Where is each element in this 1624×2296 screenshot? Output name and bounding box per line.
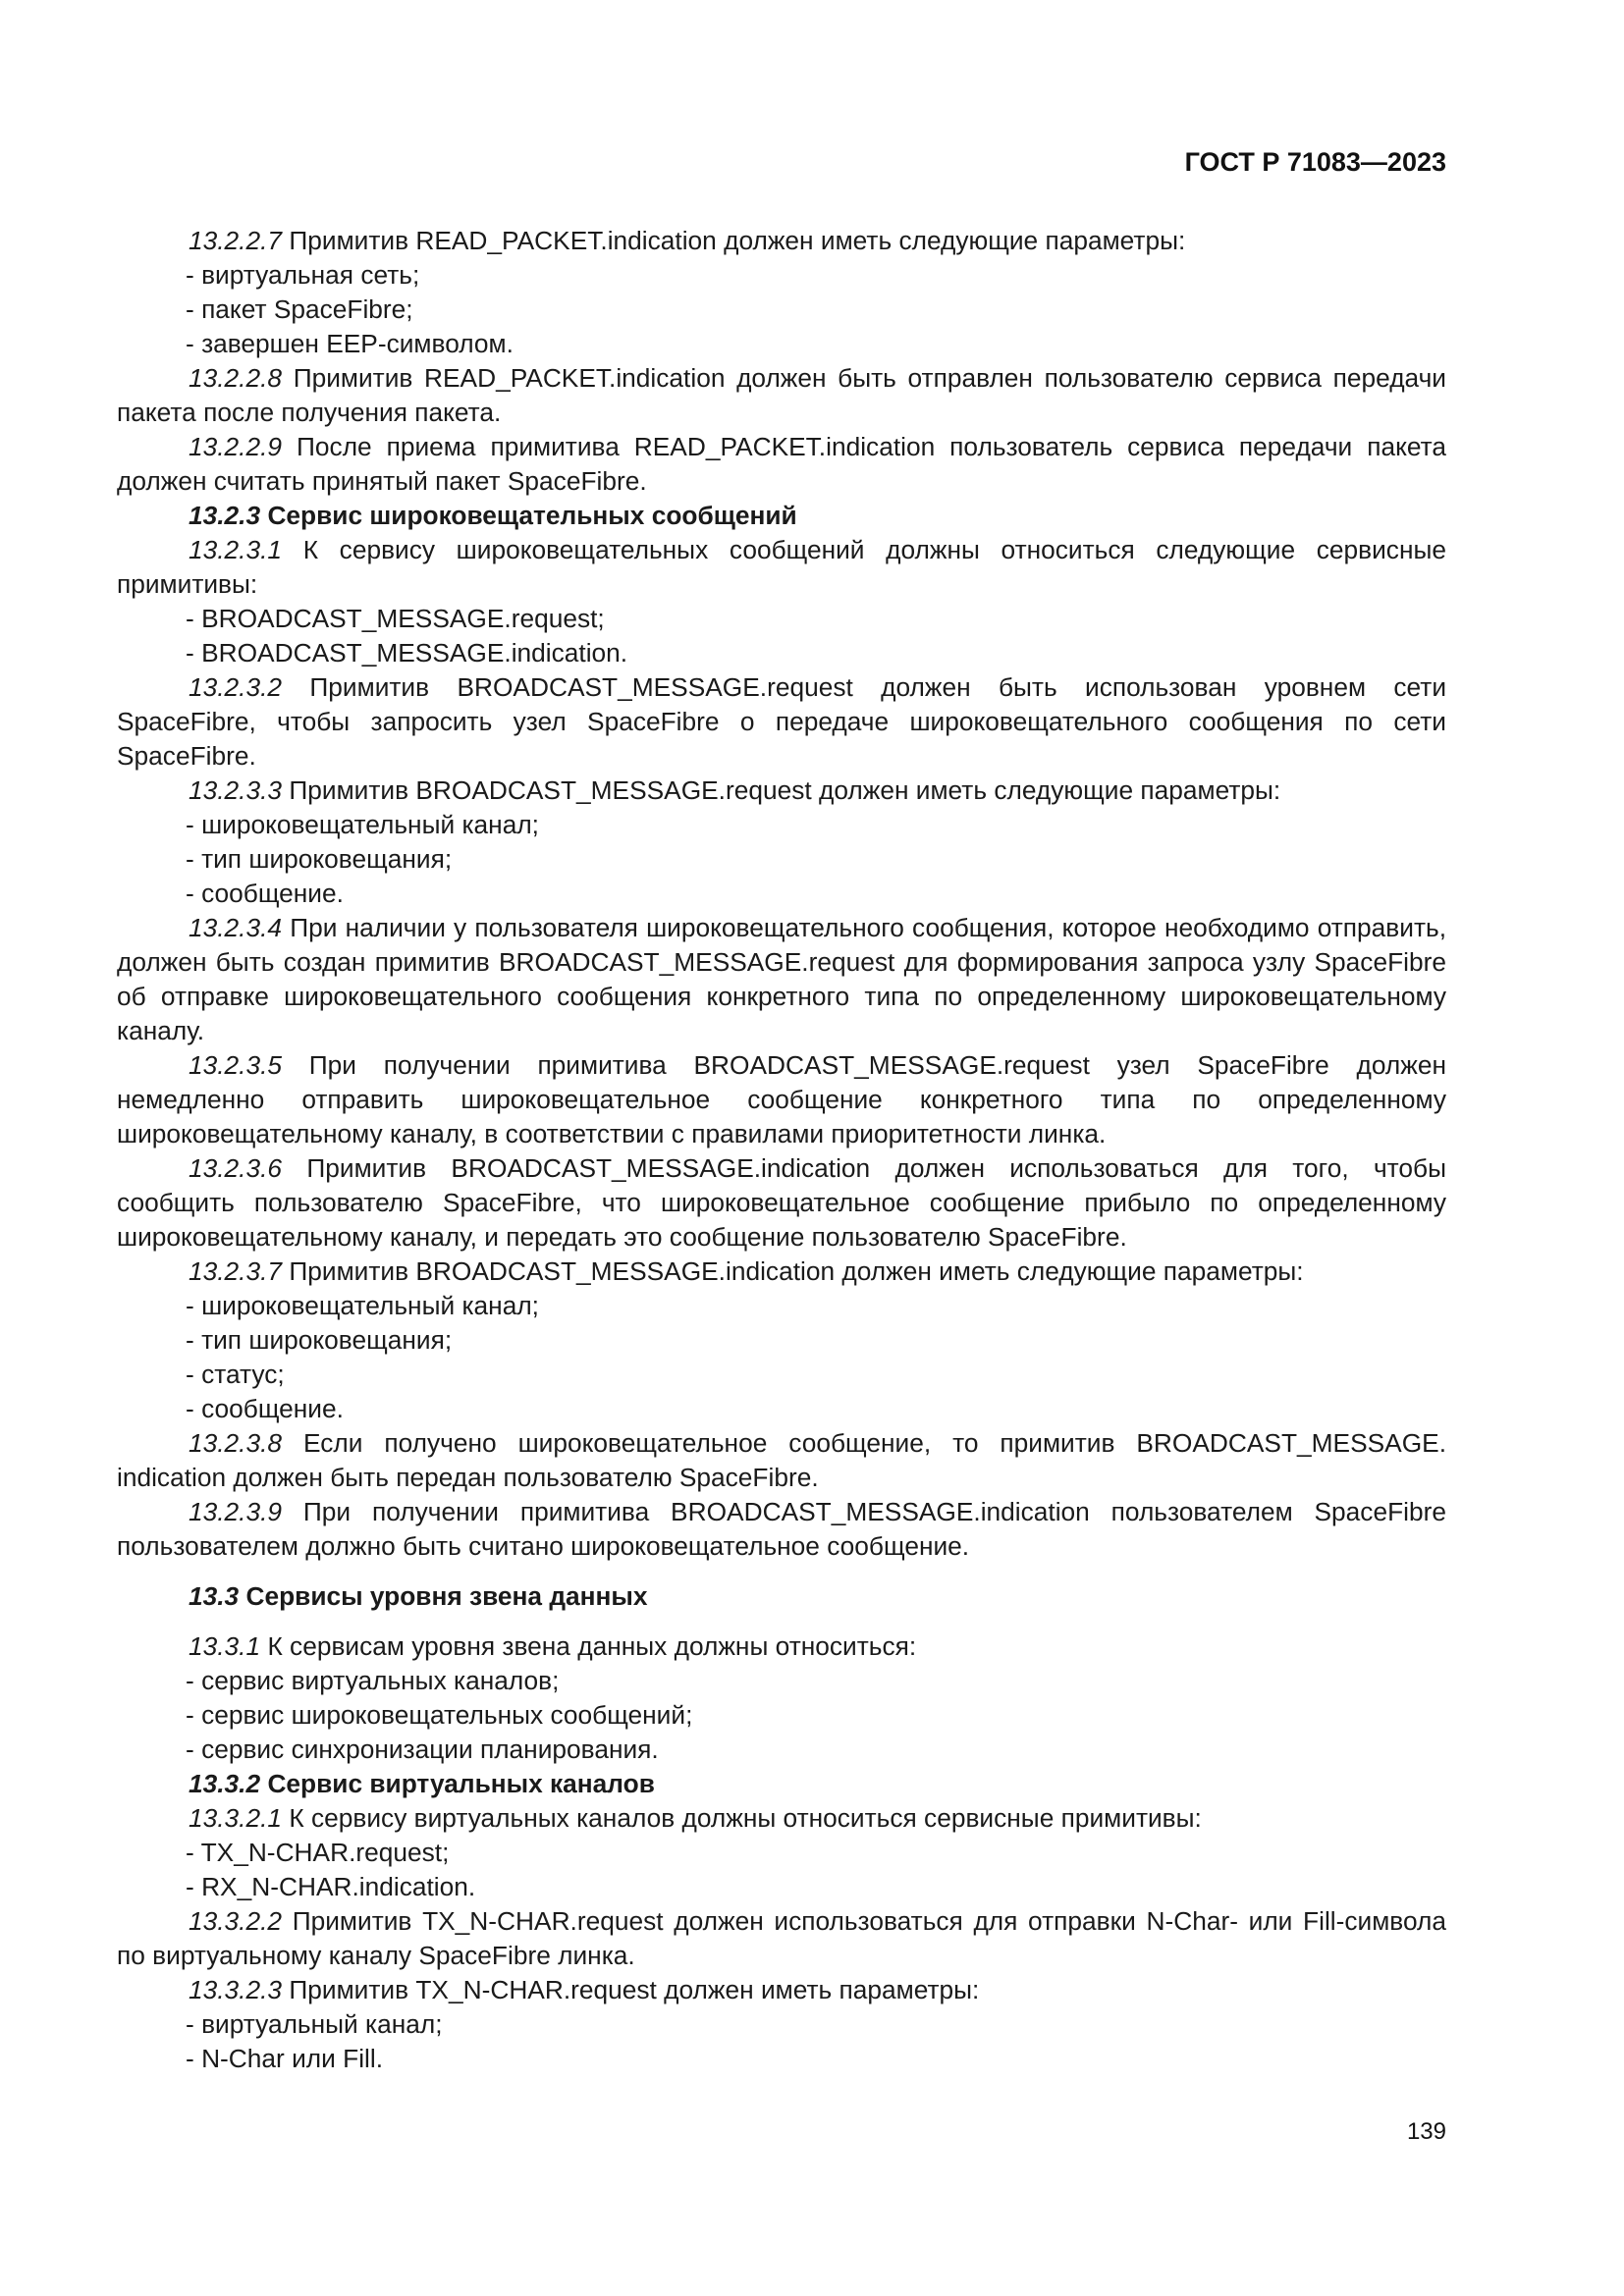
- paragraph: [117, 1629, 1446, 1664]
- clause-number: 13.3.2: [189, 1769, 261, 1798]
- paragraph: [117, 1904, 1446, 1973]
- list-item: - тип широковещания;: [186, 844, 453, 874]
- clause-number: 13.2.3.7: [189, 1256, 283, 1286]
- list-item: - сообщение.: [186, 879, 344, 908]
- section-heading: [117, 1579, 1446, 1614]
- paragraph: [117, 1801, 1446, 1836]
- clause-number: 13.3.2.3: [189, 1975, 283, 2004]
- clause-text: К сервису широковещательных сообщений должны относиться следующие сервисные примитивы:: [117, 535, 1447, 599]
- paragraph: [117, 1426, 1446, 1495]
- document-body: [117, 224, 1446, 2076]
- clause-text: Примитив BROADCAST_MESSAGE.indication должен использоваться для того, чтобы сообщить пользователю SpaceFibre, что широковещательное сообщение прибыло по определенному широковещательному каналу, и передать это сообщение пользователю SpaceFibre.: [117, 1153, 1446, 1252]
- clause-text: Примитив TX_N-CHAR.request должен иметь параметры:: [289, 1975, 980, 2004]
- list-item: - сервис виртуальных каналов;: [186, 1666, 560, 1695]
- paragraph: [117, 1495, 1446, 1564]
- paragraph: [117, 670, 1446, 774]
- clause-number: 13.3: [189, 1581, 240, 1611]
- list-item: - N-Char или Fill.: [186, 2044, 384, 2073]
- clause-number: 13.2.2.8: [189, 363, 283, 393]
- clause-number: 13.2.3.2: [189, 672, 283, 702]
- heading-text: Сервис широковещательных сообщений: [267, 501, 797, 530]
- paragraph: [117, 1255, 1446, 1289]
- clause-number: 13.3.2.1: [189, 1803, 283, 1833]
- clause-text: При наличии у пользователя широковещательного сообщения, которое необходимо отправить, должен быть создан примитив BROADCAST_MESSAGE.request для формирования запроса узлу SpaceFibre об отправке широковещательного сообщения конкретного типа по определенному широковещательному каналу.: [117, 913, 1447, 1045]
- list-item: - тип широковещания;: [186, 1325, 453, 1355]
- paragraph: [117, 1048, 1446, 1151]
- heading-text: Сервис виртуальных каналов: [267, 1769, 655, 1798]
- clause-text: После приема примитива READ_PACKET.indication пользователь сервиса передачи пакета должен считать принятый пакет SpaceFibre.: [117, 432, 1446, 496]
- list-item: - широковещательный канал;: [186, 1291, 539, 1320]
- subsection-heading: [117, 499, 1446, 533]
- clause-text: При получении примитива BROADCAST_MESSAGE.request узел SpaceFibre должен немедленно отправить широковещательное сообщение конкретного типа по определенному широковещательному каналу, в соответствии с правилами приоритетности линка.: [117, 1050, 1446, 1148]
- clause-text: Примитив BROADCAST_MESSAGE.request должен быть использован уровнем сети SpaceFibre, чтобы запросить узел SpaceFibre о передаче широковещательного сообщения по сети SpaceFibre.: [117, 672, 1447, 771]
- list-item: - BROADCAST_MESSAGE.request;: [186, 604, 605, 633]
- list-item: - широковещательный канал;: [186, 810, 539, 839]
- clause-number: 13.2.3.1: [189, 535, 283, 564]
- clause-number: 13.2.3.8: [189, 1428, 283, 1458]
- clause-text: Примитив READ_PACKET.indication должен быть отправлен пользователю сервиса передачи пакета после получения пакета.: [117, 363, 1446, 427]
- paragraph: [117, 533, 1446, 602]
- clause-number: 13.2.3.5: [189, 1050, 283, 1080]
- list-item: - сервис синхронизации планирования.: [186, 1735, 659, 1764]
- list-item: - статус;: [186, 1360, 285, 1389]
- heading-text: Сервисы уровня звена данных: [245, 1581, 648, 1611]
- clause-number: 13.3.2.2: [189, 1906, 283, 1936]
- clause-text: К сервисам уровня звена данных должны относиться:: [267, 1631, 917, 1661]
- paragraph: [117, 911, 1446, 1048]
- clause-text: К сервису виртуальных каналов должны относиться сервисные примитивы:: [289, 1803, 1202, 1833]
- paragraph: [117, 430, 1446, 499]
- paragraph: [117, 361, 1446, 430]
- clause-text: Примитив READ_PACKET.indication должен иметь следующие параметры:: [289, 226, 1186, 255]
- subsection-heading: [117, 1767, 1446, 1801]
- paragraph: [117, 1973, 1446, 2007]
- paragraph: [117, 224, 1446, 258]
- clause-number: 13.2.3.3: [189, 775, 283, 805]
- paragraph: [117, 1151, 1446, 1255]
- clause-number: 13.2.3.9: [189, 1497, 283, 1526]
- paragraph: [117, 774, 1446, 808]
- clause-number: 13.2.2.9: [189, 432, 283, 461]
- list-item: - RX_N-CHAR.indication.: [186, 1872, 476, 1901]
- clause-text: Примитив BROADCAST_MESSAGE.request должен иметь следующие параметры:: [289, 775, 1281, 805]
- clause-text: Примитив TX_N-CHAR.request должен использоваться для отправки N-Char- или Fill-символа по виртуальному каналу SpaceFibre линка.: [117, 1906, 1446, 1970]
- list-item: - пакет SpaceFibre;: [186, 294, 413, 324]
- list-item: - виртуальная сеть;: [186, 260, 420, 290]
- list-item: - завершен EEP-символом.: [186, 329, 514, 358]
- clause-number: 13.2.3.6: [189, 1153, 283, 1183]
- list-item: - сервис широковещательных сообщений;: [186, 1700, 693, 1730]
- list-item: - TX_N-CHAR.request;: [186, 1838, 450, 1867]
- clause-number: 13.2.3.4: [189, 913, 283, 942]
- clause-text: Если получено широковещательное сообщение, то примитив BROADCAST_MESSAGE. indication должен быть передан пользователю SpaceFibre.: [117, 1428, 1446, 1492]
- clause-text: Примитив BROADCAST_MESSAGE.indication должен иметь следующие параметры:: [289, 1256, 1304, 1286]
- list-item: - сообщение.: [186, 1394, 344, 1423]
- list-item: - виртуальный канал;: [186, 2009, 443, 2039]
- clause-text: При получении примитива BROADCAST_MESSAGE.indication пользователем SpaceFibre пользователем должно быть считано широковещательное сообщение.: [117, 1497, 1446, 1561]
- clause-number: 13.3.1: [189, 1631, 261, 1661]
- document-code-header: ГОСТ Р 71083—2023: [1184, 147, 1446, 177]
- clause-number: 13.2.2.7: [189, 226, 283, 255]
- page-number: 139: [1406, 2118, 1446, 2145]
- list-item: - BROADCAST_MESSAGE.indication.: [186, 638, 628, 667]
- clause-number: 13.2.3: [189, 501, 261, 530]
